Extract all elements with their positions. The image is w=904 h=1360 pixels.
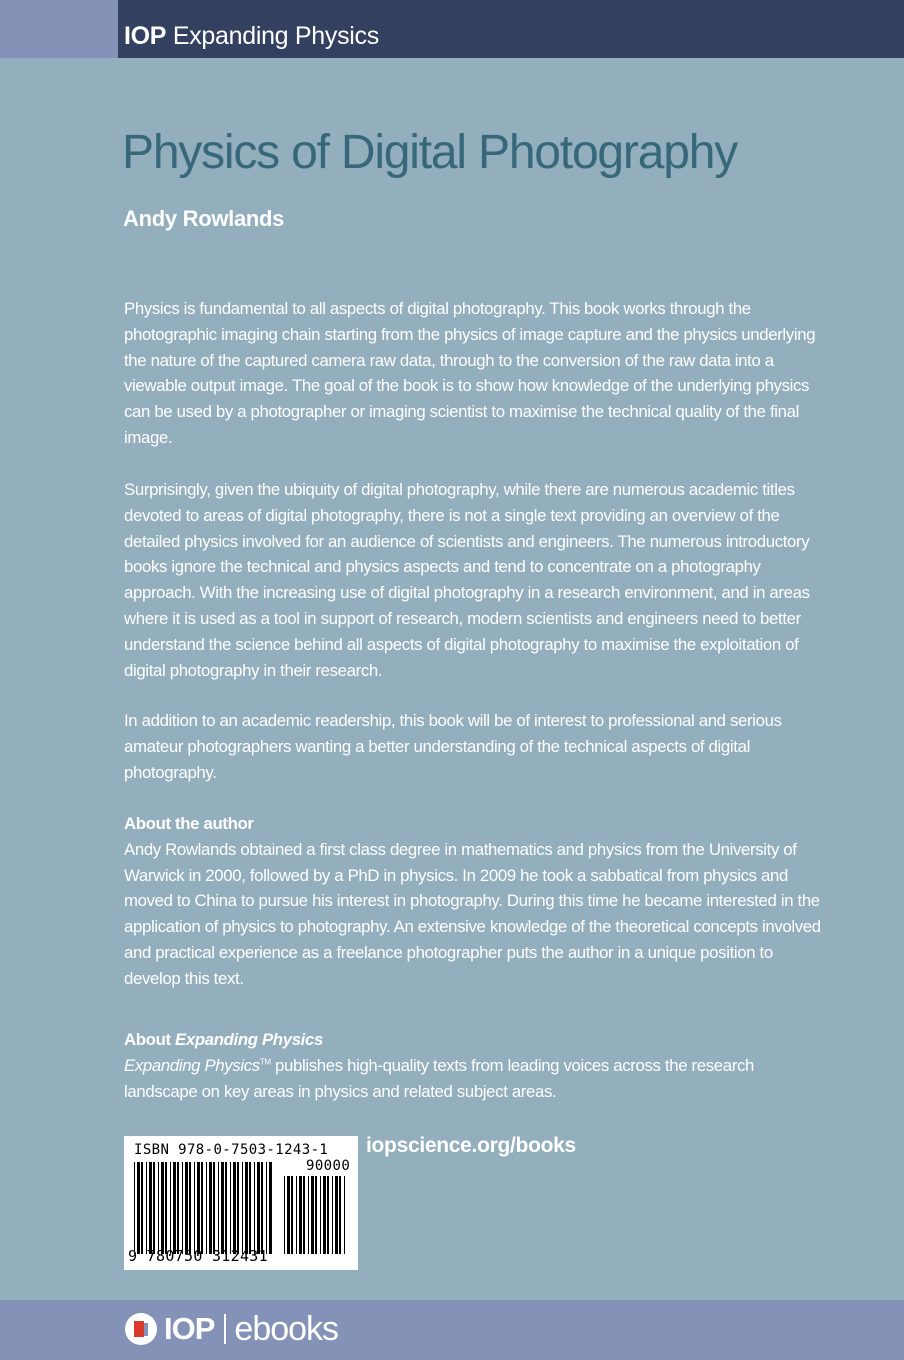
series-prefix: IOP [124,22,167,50]
website-link[interactable]: iopscience.org/books [366,1134,576,1157]
about-series-heading [124,1027,824,1053]
footer-ebooks-text: ebooks [234,1309,339,1348]
description-paragraph-1: Physics is fundamental to all aspects of digital photography. This book works through the photographic imaging chain starting from the physics of image capture and the physics underlying the nature of the captured camera raw data, through to the conversion of the raw data into a viewable output image. The goal of the book is to show how knowledge of the underlying physics can be used by a photographer or imaging scientist to maximise the technical quality of the final image. [124,299,816,447]
series-title [124,22,379,51]
about-series-name: Expanding Physics [124,1055,260,1075]
iop-logo-icon [124,1312,158,1346]
series-name: Expanding Physics [172,22,379,50]
description-paragraph-3: In addition to an academic readership, this book will be of interest to professional and serious amateur photographers wanting a better understanding of the technical aspects of digital photography. [124,711,782,782]
barcode [124,1136,358,1270]
about-author-heading: About the author [124,814,254,833]
iop-ebooks-logo [124,1309,338,1349]
about-series-heading-name: Expanding Physics [175,1030,323,1049]
about-series-body: publishes high-quality texts from leading voices across the research landscape on key areas in physics and related subject areas. [124,1055,754,1101]
about-author-section [124,811,824,992]
about-series-section [124,1027,824,1104]
footer-divider [224,1314,226,1344]
book-title: Physics of Digital Photography [122,126,738,179]
price-code: 90000 [306,1158,351,1174]
barcode-bars [134,1162,274,1254]
book-author: Andy Rowlands [123,206,285,231]
footer-iop-text: IOP [164,1311,215,1346]
about-author-body: Andy Rowlands obtained a first class degree in mathematics and physics from the University of Warwick in 2000, followed by a PhD in physics. In 2009 he took a sabbatical from physics and moved to China to pursue his interest in photography. During this time he became interested in the application of physics to photography. An extensive knowledge of the theoretical concepts involved and practical experience as a freelance photographer puts the author in a unique position to develop this text. [124,839,821,988]
barcode-addon-bars [284,1176,348,1254]
header-accent-block [0,0,118,58]
trademark-symbol: TM [259,1057,271,1067]
ean-number: 9 780750 312431 [128,1247,268,1265]
isbn-label: ISBN 978-0-7503-1243-1 [134,1142,329,1158]
about-series-heading-prefix: About [124,1030,176,1049]
description-paragraph-2: Surprisingly, given the ubiquity of digital photography, while there are numerous academic titles devoted to areas of digital photography, there is not a single text providing an overview of the detailed physics involved for an audience of scientists and engineers. The numerous introductory books ignore the technical and physics aspects and tend to concentrate on a photography approach. With the increasing use of digital photography in a research environment, and in areas where it is used as a tool in support of research, modern scientists and engineers need to better understand the science behind all aspects of digital photography to maximise the exploitation of digital photography in their research. [124,480,810,680]
